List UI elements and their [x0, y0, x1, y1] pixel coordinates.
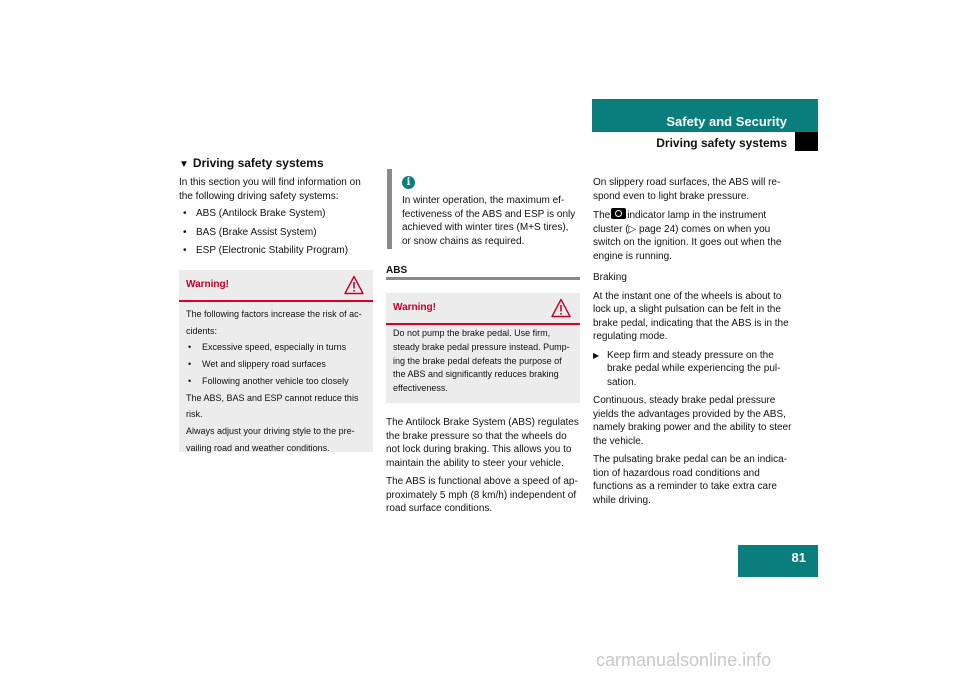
continuous-paragraph: Continuous, steady brake pedal pressure yields the advantages provided by the ABS, namely braking power and the ability to steer the vehicle. — [593, 395, 792, 447]
info-text: In winter operation, the maximum ef-fectiveness of the ABS and ESP is only achieved with winter tires (M+S tires), or snow chains as required. — [402, 195, 576, 247]
heading-rule — [386, 277, 580, 280]
warning-text: Do not pump the brake pedal. Use firm, steady brake pedal pressure instead. Pump-ing the brake pedal defeats the purpose of the ABS and significantly reduces braking effectiveness. — [393, 328, 570, 394]
section-subtitle: Driving safety systems — [656, 136, 787, 150]
systems-list — [179, 207, 375, 258]
list-item: • Following another vehicle too closely — [186, 373, 366, 390]
indicator-text-lead: The — [593, 210, 611, 221]
list-item: • Wet and slippery road surfaces — [186, 356, 366, 373]
slippery-paragraph: On slippery road surfaces, the ABS will re-spond even to light brake pressure. — [593, 177, 781, 202]
list-item: • ABS (Antilock Brake System) — [179, 207, 375, 221]
column-3 — [593, 176, 793, 507]
warning-title: Warning! — [393, 302, 436, 313]
section-heading — [179, 156, 324, 170]
indicator-paragraph — [593, 208, 793, 263]
page-number: 81 — [791, 550, 806, 565]
list-item: • BAS (Brake Assist System) — [179, 226, 375, 240]
warning-body — [386, 325, 580, 396]
warning-triangle-icon — [344, 275, 364, 295]
indicator-text: indicator lamp in the instrument cluster (▷ page 24) comes on when you switch on the ignition. It goes out when the engine is running. — [593, 210, 782, 262]
header-marker — [795, 132, 818, 151]
warning-box-pumping — [386, 293, 580, 403]
triangle-down-icon: ▼ — [179, 159, 189, 170]
instruction-step: ▶ Keep firm and steady pressure on the brake pedal while experiencing the pul-sation. — [593, 349, 793, 390]
warning-body — [179, 302, 373, 456]
warning-header — [179, 270, 373, 302]
abs-indicator-lamp-icon — [611, 208, 626, 219]
braking-heading: Braking — [593, 272, 627, 283]
intro-text: In this section you will find information on the following driving safety systems: — [179, 177, 361, 202]
risk-factors-list — [186, 339, 366, 389]
warning-note: The ABS, BAS and ESP cannot reduce this risk. — [186, 392, 359, 420]
abs-paragraph: The ABS is functional above a speed of ap-proximately 5 mph (8 km/h) independent of road surface conditions. — [386, 476, 578, 514]
column-1 — [179, 176, 375, 258]
warning-title: Warning! — [186, 279, 229, 290]
abs-paragraph: The Antilock Brake System (ABS) regulates the brake pressure so that the wheels do not lock during braking. This allows you to maintain the ability to steer your vehicle. — [386, 417, 579, 469]
column-2-body — [386, 416, 582, 516]
info-icon: i — [402, 176, 415, 189]
warning-header — [386, 293, 580, 325]
braking-paragraph: At the instant one of the wheels is about to lock up, a slight pulsation can be felt in the brake pedal, indicating that the ABS is in the regulating mode. — [593, 290, 789, 342]
abs-heading: ABS — [386, 265, 408, 276]
list-item: • Excessive speed, especially in turns — [186, 339, 366, 356]
pulsating-paragraph: The pulsating brake pedal can be an indica-tion of hazardous road conditions and functions as a reminder to take extra care while driving. — [593, 454, 788, 506]
section-heading-text: Driving safety systems — [192, 156, 324, 170]
warning-intro: The following factors increase the risk of ac-cidents: — [186, 309, 362, 336]
watermark: carmanualsonline.info — [596, 650, 772, 670]
chapter-title: Safety and Security — [666, 114, 787, 129]
list-item: • ESP (Electronic Stability Program) — [179, 244, 375, 258]
warning-note: Always adjust your driving style to the pre-vailing road and weather conditions. — [186, 425, 355, 453]
warning-triangle-icon — [551, 298, 571, 318]
info-note — [402, 194, 580, 248]
info-sidebar-bar — [387, 169, 392, 249]
warning-box-risk — [179, 270, 373, 452]
